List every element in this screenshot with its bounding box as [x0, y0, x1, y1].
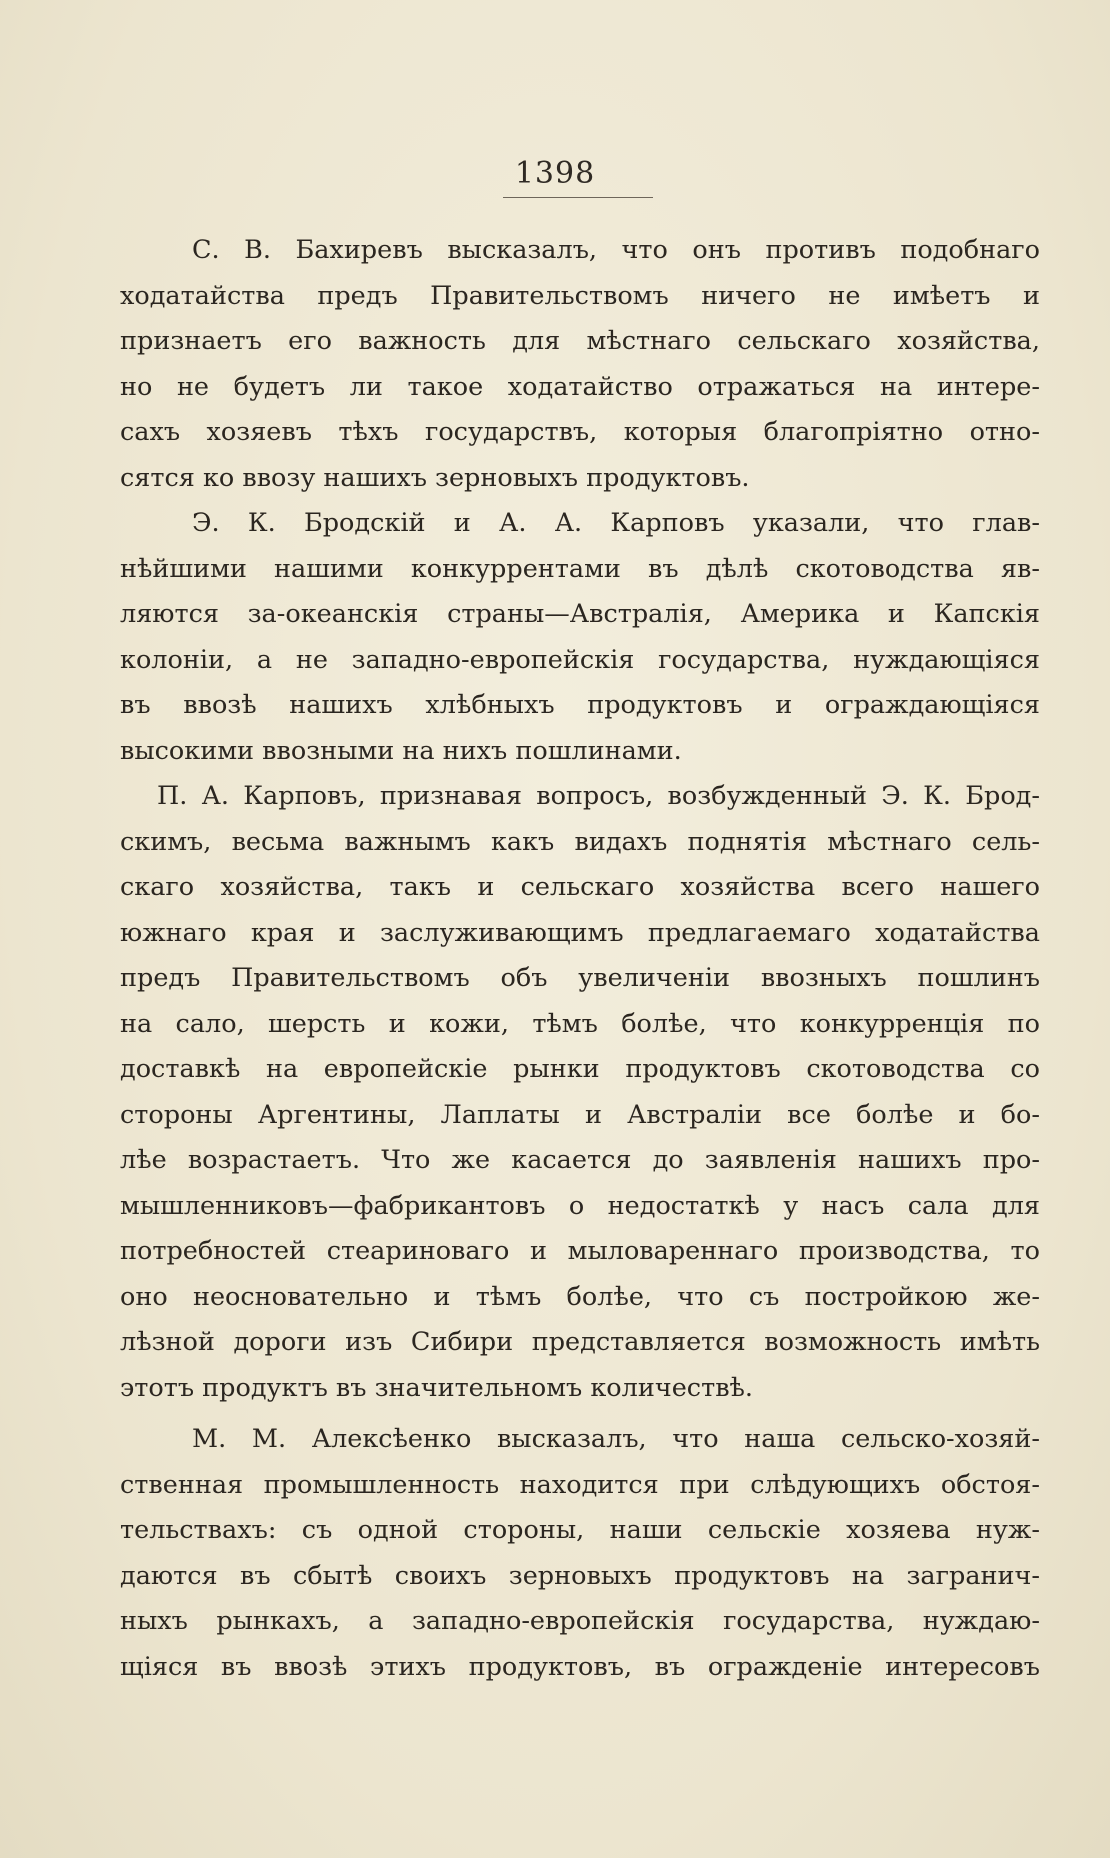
paragraph-3-line-12: оно неосновательно и тѣмъ болѣе, что съ постройкою же-	[120, 1281, 1040, 1312]
paragraph-4-line-1: М. М. Алексѣенко высказалъ, что наша сельско-хозяй-	[192, 1424, 1040, 1454]
paragraph-3-line-9: лѣе возрастаетъ. Что же касается до заявленія нашихъ про-	[120, 1145, 1040, 1175]
paragraph-2-line-3: ляются за-океанскія страны—Австралія, Америка и Капскія	[120, 599, 1040, 629]
paragraph-4-line-6: щіяся въ ввозѣ этихъ продуктовъ, въ огражденіе интересовъ	[120, 1651, 1040, 1682]
paragraph-3-line-11: потребностей стеариноваго и мыловареннаго производства, то	[120, 1236, 1040, 1266]
paragraph-1-line-3: признаетъ его важность для мѣстнаго сельскаго хозяйства,	[120, 326, 1040, 356]
paragraph-3-line-6: на сало, шерсть и кожи, тѣмъ болѣе, что конкурренція по	[120, 1008, 1040, 1039]
paragraph-1-line-6: сятся ко ввозу нашихъ зерновыхъ продуктовъ.	[120, 462, 750, 493]
paragraph-4-line-4: даются въ сбытѣ своихъ зерновыхъ продуктовъ на загранич-	[120, 1560, 1040, 1591]
paragraph-3-line-10: мышленниковъ—фабрикантовъ о недостаткѣ у насъ сала для	[120, 1190, 1040, 1221]
paragraph-3-line-4: южнаго края и заслуживающимъ предлагаемаго ходатайства	[120, 917, 1040, 948]
paragraph-2-line-6: высокими ввозными на нихъ пошлинами.	[120, 735, 682, 766]
paragraph-2-line-4: колоніи, а не западно-европейскія государства, нуждающіяся	[120, 644, 1040, 675]
paragraph-3-line-14: этотъ продуктъ въ значительномъ количествѣ.	[120, 1372, 754, 1403]
paragraph-4-line-2: ственная промышленность находится при слѣдующихъ обстоя-	[120, 1469, 1040, 1500]
paragraph-3-line-8: стороны Аргентины, Лаплаты и Австраліи все болѣе и бо-	[120, 1099, 1040, 1130]
paragraph-3-line-13: лѣзной дороги изъ Сибири представляется возможность имѣть	[120, 1327, 1040, 1357]
paragraph-3-line-2: скимъ, весьма важнымъ какъ видахъ поднятія мѣстнаго сель-	[120, 826, 1040, 857]
paragraph-4-line-5: ныхъ рынкахъ, а западно-европейскія государства, нуждаю-	[120, 1606, 1040, 1636]
document-body	[120, 228, 1040, 1690]
paragraph-3-line-3: скаго хозяйства, такъ и сельскаго хозяйства всего нашего	[120, 872, 1040, 902]
paragraph-1-line-1: С. В. Бахиревъ высказалъ, что онъ противъ подобнаго	[192, 235, 1040, 265]
page-number: 1398	[514, 156, 596, 191]
paragraph-1-line-5: сахъ хозяевъ тѣхъ государствъ, которыя благопріятно отно-	[120, 417, 1040, 447]
page-number-rule	[503, 197, 653, 198]
paragraph-2-line-2: нѣйшими нашими конкуррентами въ дѣлѣ скотоводства яв-	[120, 553, 1040, 584]
paragraph-2-line-1: Э. К. Бродскій и А. А. Карповъ указали, что глав-	[192, 508, 1040, 538]
paragraph-1-line-4: но не будетъ ли такое ходатайство отражаться на интере-	[120, 371, 1040, 402]
paragraph-3-line-1: П. А. Карповъ, признавая вопросъ, возбужденный Э. К. Брод-	[157, 781, 1040, 811]
paragraph-2-line-5: въ ввозѣ нашихъ хлѣбныхъ продуктовъ и ограждающіяся	[120, 690, 1040, 720]
paragraph-4-line-3: тельствахъ: съ одной стороны, наши сельскіе хозяева нуж-	[120, 1515, 1040, 1545]
paragraph-1-line-2: ходатайства предъ Правительствомъ ничего не имѣетъ и	[120, 280, 1040, 311]
paragraph-3-line-7: доставкѣ на европейскіе рынки продуктовъ скотоводства со	[120, 1054, 1040, 1084]
paragraph-3-line-5: предъ Правительствомъ объ увеличеніи ввозныхъ пошлинъ	[120, 963, 1040, 993]
